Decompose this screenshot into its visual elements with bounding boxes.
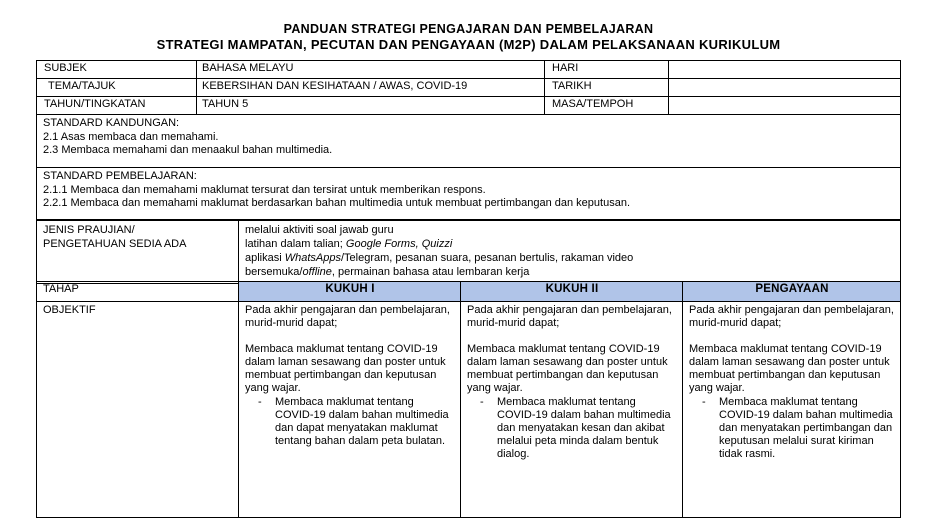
objektif-kukuh-2-bullet-item (467, 396, 677, 461)
objektif-pengayaan-bullet-text: Membaca maklumat tentang COVID-19 dalam bahan multimedia dan menyatakan pertimbangan dan keputusan melalui surat kiriman tidak rasmi. (719, 396, 893, 460)
praujian-content-cell (239, 220, 901, 284)
praujian-line-3 (245, 251, 895, 265)
label-masa-tempoh: MASA/TEMPOH (545, 97, 669, 115)
table-row (37, 97, 901, 115)
praujian-line-4 (245, 265, 895, 279)
objektif-kukuh-1-bullet-text: Membaca maklumat tentang COVID-19 dalam bahan multimedia dan dapat menyatakan maklumat tentang bahan dalam peta bulatan. (275, 396, 449, 447)
table-row (37, 115, 901, 168)
table-row (37, 61, 901, 79)
praujian-line-4-prefix: bersemuka/ (245, 266, 303, 278)
bullet-dash-icon: - (702, 396, 706, 408)
value-hari[interactable] (669, 61, 901, 79)
header-kukuh-2: KUKUH II (461, 282, 683, 302)
value-tahun-tingkatan: TAHUN 5 (197, 97, 545, 115)
standard-kandungan-item-2: 2.3 Membaca memahami dan menaakul bahan multimedia. (43, 144, 333, 156)
standard-pembelajaran-item-2: 2.2.1 Membaca dan memahami maklumat berdasarkan bahan multimedia untuk membuat pertimbangan dan keputusan. (43, 197, 630, 209)
objektif-kukuh-2-body: Membaca maklumat tentang COVID-19 dalam laman sesawang dan poster untuk membuat pertimbangan dan keputusan yang wajar. (467, 343, 668, 394)
bullet-dash-icon: - (480, 396, 484, 408)
objektif-pengayaan-intro: Pada akhir pengajaran dan pembelajaran, murid-murid dapat; (689, 304, 894, 329)
praujian-label-line-2: PENGETAHUAN SEDIA ADA (43, 238, 187, 250)
label-hari: HARI (545, 61, 669, 79)
objektif-kukuh-1-cell (239, 302, 461, 518)
objektif-pengayaan-bullet-item (689, 396, 895, 461)
standard-kandungan-heading: STANDARD KANDUNGAN: (43, 117, 180, 129)
value-tarikh[interactable] (669, 79, 901, 97)
header-tahap: TAHAP (37, 282, 239, 302)
document-title (0, 22, 937, 52)
praujian-line-4-suffix: , permainan bahasa atau lembaran kerja (331, 266, 530, 278)
label-subjek: SUBJEK (37, 61, 197, 79)
label-tarikh: TARIKH (545, 79, 669, 97)
table-row (37, 220, 901, 284)
praujian-line-2 (245, 237, 895, 251)
header-info-table (36, 60, 901, 115)
praujian-label-cell (37, 220, 239, 284)
standard-blocks-table (36, 114, 901, 221)
spacer (689, 330, 895, 343)
label-tahun-tingkatan: TAHUN/TINGKATAN (37, 97, 197, 115)
header-kukuh-1: KUKUH I (239, 282, 461, 302)
standard-kandungan-cell (37, 115, 901, 168)
praujian-table (36, 219, 901, 284)
row-label-objektif: OBJEKTIF (37, 302, 239, 518)
objektif-kukuh-2-intro: Pada akhir pengajaran dan pembelajaran, murid-murid dapat; (467, 304, 672, 329)
praujian-label-line-1: JENIS PRAUJIAN/ (43, 224, 135, 236)
spacer (467, 330, 677, 343)
praujian-line-2-prefix: latihan dalam talian; (245, 238, 346, 250)
label-tema-tajuk: TEMA/TAJUK (37, 79, 197, 97)
objektif-kukuh-2-cell (461, 302, 683, 518)
objektif-kukuh-1-intro: Pada akhir pengajaran dan pembelajaran, murid-murid dapat; (245, 304, 450, 329)
objektif-pengayaan-cell (683, 302, 901, 518)
standard-pembelajaran-cell (37, 168, 901, 221)
value-subjek: BAHASA MELAYU (197, 61, 545, 79)
header-pengayaan: PENGAYAAN (683, 282, 901, 302)
objektif-kukuh-1-body: Membaca maklumat tentang COVID-19 dalam laman sesawang dan poster untuk membuat pertimbangan dan keputusan yang wajar. (245, 343, 446, 394)
table-header-row (37, 282, 901, 302)
praujian-line-1: melalui aktiviti soal jawab guru (245, 224, 394, 236)
objektif-pengayaan-body: Membaca maklumat tentang COVID-19 dalam laman sesawang dan poster untuk membuat pertimbangan dan keputusan yang wajar. (689, 343, 890, 394)
praujian-line-4-italic: offline (302, 266, 332, 278)
value-masa-tempoh[interactable] (669, 97, 901, 115)
table-row (37, 302, 901, 518)
praujian-line-3-italic: WhatsApps (284, 252, 341, 264)
praujian-line-3-prefix: aplikasi (245, 252, 285, 264)
praujian-line-2-italic: Google Forms, Quizzi (345, 238, 453, 250)
tahap-main-table (36, 281, 901, 518)
objektif-kukuh-2-bullet-text: Membaca maklumat tentang COVID-19 dalam bahan multimedia dan menyatakan kesan dan akibat melalui peta minda dalam bentuk dialog. (497, 396, 671, 460)
title-line-2: STRATEGI MAMPATAN, PECUTAN DAN PENGAYAAN (M2P) DALAM PELAKSANAAN KURIKULUM (156, 37, 781, 52)
table-row (37, 79, 901, 97)
title-line-1: PANDUAN STRATEGI PENGAJARAN DAN PEMBELAJARAN (283, 22, 654, 36)
spacer (245, 330, 455, 343)
standard-kandungan-item-1: 2.1 Asas membaca dan memahami. (43, 130, 219, 143)
table-row (37, 168, 901, 221)
objektif-kukuh-1-bullet-item (245, 396, 455, 448)
praujian-line-3-suffix: /Telegram, pesanan suara, pesanan bertulis, rakaman video (341, 252, 634, 264)
value-tema-tajuk: KEBERSIHAN DAN KESIHATAAN / AWAS, COVID-19 (197, 79, 545, 97)
bullet-dash-icon: - (258, 396, 262, 408)
standard-pembelajaran-item-1: 2.1.1 Membaca dan memahami maklumat tersurat dan tersirat untuk memberikan respons. (43, 183, 486, 196)
standard-pembelajaran-heading: STANDARD PEMBELAJARAN: (43, 170, 197, 182)
